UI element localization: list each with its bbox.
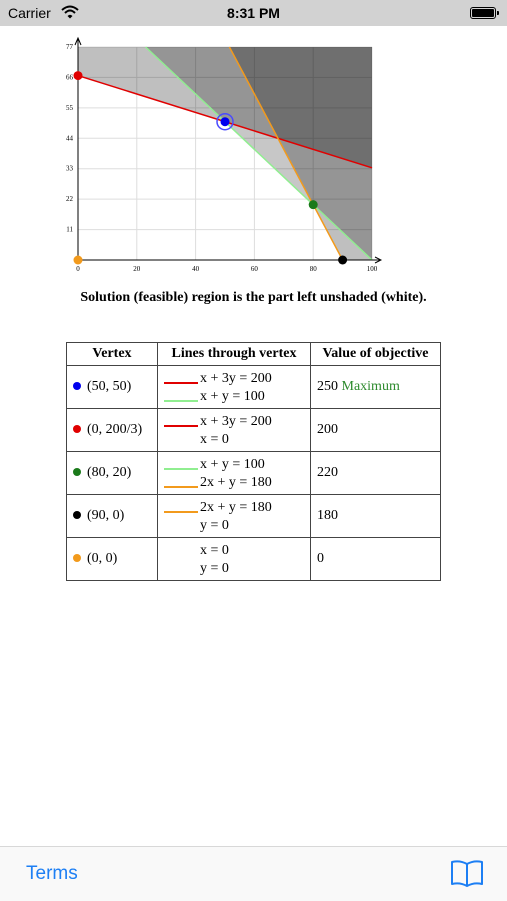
line-entry (164, 430, 304, 448)
y-tick-label: 22 (66, 195, 73, 204)
vertex-point (309, 200, 318, 209)
vertex-dot (73, 468, 81, 476)
line-equation: x + y = 100 (200, 457, 265, 472)
line-entry (164, 455, 304, 473)
objective-cell (311, 366, 441, 409)
battery-icon (470, 7, 496, 19)
lines-cell (158, 452, 311, 495)
x-tick-label: 40 (192, 265, 200, 273)
line-equation: x + 3y = 200 (200, 414, 272, 429)
line-entry (164, 559, 304, 577)
feasible-region-chart (55, 35, 385, 275)
lines-cell (158, 409, 311, 452)
line-equation: y = 0 (200, 561, 229, 576)
vertex-coords: (90, 0) (87, 508, 125, 523)
vertex-dot (73, 425, 81, 433)
x-tick-label: 100 (366, 265, 378, 273)
vertex-point (338, 256, 347, 265)
line-equation: x + 3y = 200 (200, 371, 272, 386)
line-equation: x + y = 100 (200, 389, 265, 404)
y-tick-label: 11 (66, 225, 73, 234)
objective-value: 200 (317, 422, 338, 437)
objective-value: 250 (317, 379, 338, 394)
vertex-dot (73, 382, 81, 390)
line-equation: 2x + y = 180 (200, 500, 272, 515)
vertex-cell (67, 366, 158, 409)
table-row (67, 409, 441, 452)
y-tick-label: 66 (66, 73, 73, 82)
lines-cell (158, 495, 311, 538)
line-entry (164, 498, 304, 516)
vertex-cell (67, 495, 158, 538)
vertex-cell (67, 452, 158, 495)
line-color-swatch (164, 400, 198, 402)
y-tick-label: 77 (66, 43, 73, 51)
lines-cell (158, 366, 311, 409)
table-row (67, 538, 441, 581)
objective-value: 220 (317, 465, 338, 480)
line-color-swatch (164, 425, 198, 427)
x-tick-label: 0 (76, 265, 80, 273)
line-color-swatch (164, 382, 198, 384)
objective-column-header: Value of objective (311, 343, 441, 366)
terms-button[interactable]: Terms (26, 863, 78, 884)
line-color-swatch (164, 511, 198, 513)
vertex-point (74, 71, 83, 80)
book-icon[interactable] (450, 858, 484, 888)
chart-caption: Solution (feasible) region is the part left unshaded (white). (80, 290, 427, 305)
line-equation: x = 0 (200, 543, 229, 558)
table-row (67, 452, 441, 495)
lines-cell (158, 538, 311, 581)
vertex-coords: (80, 20) (87, 465, 132, 480)
y-tick-label: 55 (66, 103, 73, 112)
objective-cell (311, 452, 441, 495)
line-color-swatch (164, 468, 198, 470)
table-row (67, 366, 441, 409)
objective-cell (311, 538, 441, 581)
lines-column-header: Lines through vertex (158, 343, 311, 366)
table-header-row (67, 343, 441, 366)
status-time: 8:31 PM (227, 5, 280, 21)
line-equation: x = 0 (200, 432, 229, 447)
vertex-cell (67, 538, 158, 581)
vertex-dot (73, 511, 81, 519)
vertex-point (221, 117, 230, 126)
line-equation: y = 0 (200, 518, 229, 533)
vertex-coords: (0, 200/3) (87, 422, 143, 437)
line-entry (164, 473, 304, 491)
status-bar (0, 0, 507, 26)
objective-value: 0 (317, 551, 324, 566)
vertex-coords: (50, 50) (87, 379, 132, 394)
x-tick-label: 20 (133, 265, 141, 273)
line-entry (164, 541, 304, 559)
y-tick-label: 33 (66, 164, 73, 173)
line-color-swatch (164, 486, 198, 488)
x-tick-label: 80 (309, 265, 317, 273)
carrier-label: Carrier (8, 5, 51, 21)
table-row (67, 495, 441, 538)
objective-cell (311, 495, 441, 538)
maximum-label: Maximum (341, 379, 400, 394)
line-entry (164, 412, 304, 430)
vertex-coords: (0, 0) (87, 551, 118, 566)
vertex-table (66, 342, 441, 581)
line-entry (164, 516, 304, 534)
objective-value: 180 (317, 508, 338, 523)
vertex-point (74, 256, 83, 265)
vertex-column-header: Vertex (67, 343, 158, 366)
x-tick-label: 60 (250, 265, 258, 273)
line-entry (164, 387, 304, 405)
line-entry (164, 369, 304, 387)
vertex-cell (67, 409, 158, 452)
y-tick-label: 44 (66, 134, 73, 143)
bottom-toolbar (0, 846, 507, 901)
vertex-dot (73, 554, 81, 562)
objective-cell (311, 409, 441, 452)
line-equation: 2x + y = 180 (200, 475, 272, 490)
